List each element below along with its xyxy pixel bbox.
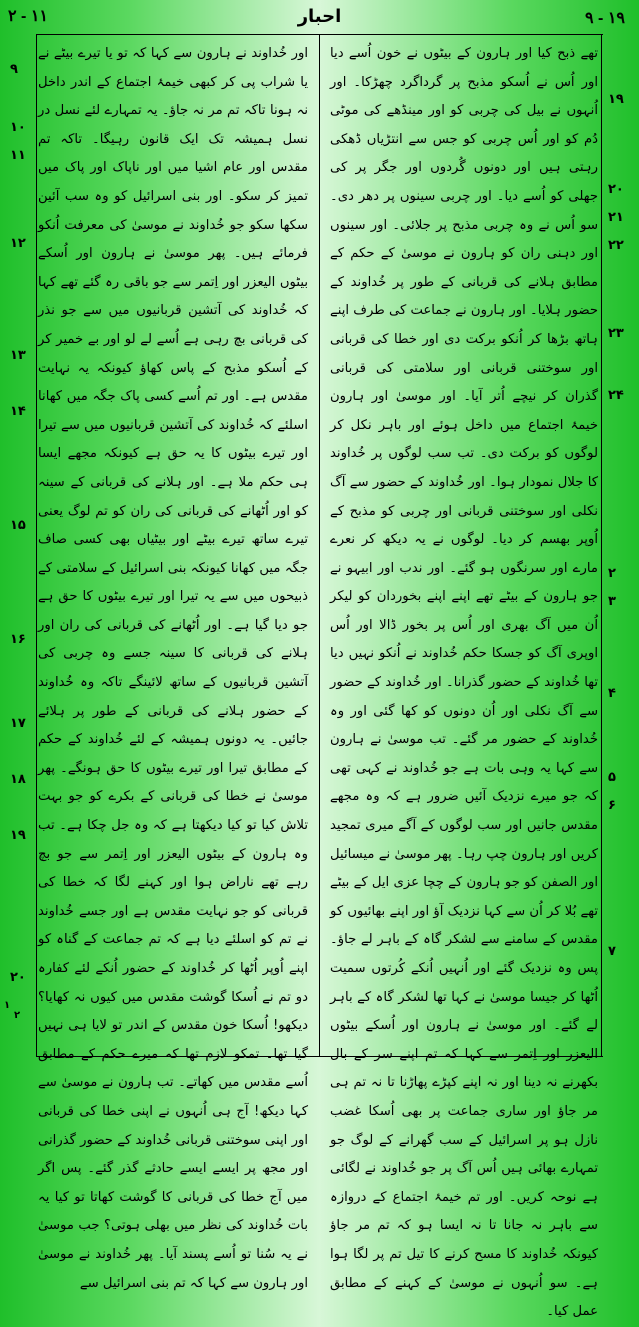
verse-number: ۱۹ bbox=[608, 92, 624, 107]
verse-number: ۱۸ bbox=[10, 772, 26, 787]
left-outer-rule bbox=[36, 34, 37, 1056]
verse-number: ۱۲ bbox=[10, 236, 26, 251]
verse-number: ۷ bbox=[608, 944, 616, 959]
footnote-mark: ۲ bbox=[14, 1010, 21, 1021]
verse-number: ۲۲ bbox=[608, 238, 624, 253]
verse-number: ۱۰ bbox=[10, 120, 26, 135]
right-outer-rule bbox=[601, 34, 602, 1056]
verse-number: ۳ bbox=[608, 594, 616, 609]
chapter-verse-range-left: ۲ - ۱۱ bbox=[8, 8, 48, 25]
book-title: احبار bbox=[297, 6, 342, 27]
verse-number: ۲۴ bbox=[608, 388, 624, 403]
column-divider bbox=[319, 34, 320, 1056]
verse-number: ۱۹ bbox=[10, 828, 26, 843]
verse-number: ۱۱ bbox=[10, 148, 26, 163]
left-text-column: اور خُداوند نے ہارون سے کہا کہ تو یا تیرے بیٹے نے یا شراب پی کر کبھی خیمۂ اجتماع کے اندر داخل نہ ہونا تاکہ تم مر نہ جاؤ۔ یہ تمہارے لئے نسل در نسل ہمیشہ تک ایک قانون رہیگا۔ تاکہ تم مقدس اور عام اشیا میں اور ناپاک اور پاک میں تمیز کر سکو۔ اور بنی اسرائیل کو وہ سب آئین سکھا سکو جو خُداوند نے موسیٰ کی معرفت اُنکو فرمائے ہیں۔ پھر موسیٰ نے ہارون اور اُسکے بیٹوں الیعزر اور اِتمر سے جو باقی رہ گئے تھے کہا کہ خُداوند کی آتشین قربانیوں میں سے جو نذر کی قربانی بچ رہی ہے اُسے لے لو اور بے خمیر کر کے اُسکو مذبح کے پاس کھاؤ کیونکہ یہ نہایت مقدس ہے۔ اور تم اُسے کسی پاک جگہ میں کھانا اسلئے کہ خُداوند کی آتشین قربانیوں میں سے تیرا اور تیرے بیٹوں کا یہ حق ہے کیونکہ مجھے ایسا ہی حکم ملا ہے۔ اور ہلانے کی قربانی کے سینہ کو اور اُٹھانے کی قربانی کی ران کو تم لوگ یعنی تیرے ساتھ تیرے بیٹے اور بیٹیاں بھی کسی صاف جگہ میں کھانا کیونکہ بنی اسرائیل کے سلامتی کے ذبیحوں میں سے یہ تیرا اور تیرے بیٹوں کا حق ہے جو دیا گیا ہے۔ اور اُٹھانے کی قربانی کی ران اور ہلانے کی قربانی کا سینہ جسے وہ چربی کی آتشین قربانیوں کے ساتھ لائینگے تاکہ وہ خُداوند کے حضور ہلانے کی قربانی کے طور پر ہلائے جائیں۔ یہ دونوں ہمیشہ کے لئے خُداوند کے حکم کے مطابق تیرا اور تیرے بیٹوں کا حق ہونگے۔ پھر موسیٰ نے خطا کی قربانی کے بکرے کو جو بہت تلاش کیا تو کیا دیکھتا ہے کہ وہ جل چکا ہے۔ تب وہ ہارون کے بیٹوں الیعزر اور اِتمر سے جو بچ رہے تھے ناراض ہوا اور کہنے لگا کہ خطا کی قربانی کو جو نہایت مقدس ہے اور جسے خُداوند نے تم کو اسلئے دیا ہے کہ تم جماعت کے گناہ کو اپنے اُوپر اُٹھا کر خُداوند کے حضور اُنکے لئے کفارہ دو تم نے اُسکا گوشت مقدس میں کیوں نہ کھایا؟ دیکھو! اُسکا خون مقدس کے اندر تو لایا ہی نہیں گیا تھا۔ تمکو لازم تھا کہ میرے حکم کے مطابق اُسے مقدس میں کھاتے۔ تب ہارون نے موسیٰ سے کہا دیکھ! آج ہی اُنہوں نے اپنی خطا کی قربانی اور اپنی سوختنی قربانی خُداوند کے حضور گذرانی اور مجھ پر ایسے ایسے حادثے گذر گئے۔ پس اگر میں آج خطا کی قربانی کا گوشت کھاتا تو کیا یہ بات خُداوند کی نظر میں بھلی ہوتی؟ جب موسیٰ نے یہ سُنا تو اُسے پسند آیا۔ پھر خُداوند نے موسیٰ اور ہارون سے کہا کہ تم بنی اسرائیل سے bbox=[38, 46, 308, 1291]
page-header bbox=[0, 0, 639, 34]
verse-number: ۱۴ bbox=[10, 404, 26, 419]
verse-number: ۹ bbox=[10, 62, 18, 77]
verse-number: ۲۰ bbox=[608, 182, 624, 197]
verse-number: ۴ bbox=[608, 686, 616, 701]
verse-number: ۲ bbox=[608, 566, 616, 581]
verse-number: ۶ bbox=[608, 798, 616, 813]
verse-number: ۲۳ bbox=[608, 326, 624, 341]
right-text-column: تھے ذبح کیا اور ہارون کے بیٹوں نے خون اُسے دیا اور اُس نے اُسکو مذبح پر گرداگرد چھڑکا۔ اور اُنہوں نے بیل کی چربی کو اور مینڈھے کی موٹی دُم کو اور اُس چربی کو جس سے انتڑیاں ڈھکی رہتی ہیں اور دونوں گُردوں اور جگر پر کی جھلی کو اُسے دیا۔ اور چربی سینوں پر دھر دی۔ سو اُس نے وہ چربی مذبح پر جلائی۔ اور سینوں اور دہنی ران کو ہارون نے موسیٰ کے حکم کے مطابق ہلانے کی قربانی کے طور پر خُداوند کے حضور ہلایا۔ اور ہارون نے جماعت کی طرف اپنے ہاتھ بڑھا کر اُنکو برکت دی اور خطا کی قربانی اور سوختنی قربانی اور سلامتی کی قربانی گذران کر نیچے اُتر آیا۔ اور موسیٰ اور ہارون خیمۂ اجتماع میں داخل ہوئے اور باہر نکل کر لوگوں کو برکت دی۔ تب سب لوگوں پر خُداوند کا جلال نمودار ہوا۔ اور خُداوند کے حضور سے آگ نکلی اور سوختنی قربانی اور چربی کو مذبح کے اُوپر بھسم کر دیا۔ لوگوں نے یہ دیکھ کر نعرے مارے اور سرنگوں ہو گئے۔ اور ندب اور ابیہو نے جو ہارون کے بیٹے تھے اپنے اپنے بخوردان کو لیکر اُن میں آگ بھری اور اُس پر بخور ڈالا اور اُس اوپری آگ کو جسکا حکم خُداوند نے اُنکو نہیں دیا تھا خُداوند کے حضور گذرانا۔ اور خُداوند کے حضور سے آگ نکلی اور اُن دونوں کو کھا گئی اور وہ خُداوند کے حضور مر گئے۔ تب موسیٰ نے ہارون سے کہا یہ وہی بات ہے جو خُداوند نے کہی تھی کہ جو میرے نزدیک آئیں ضرور ہے کہ وہ مجھے مقدس جانیں اور سب لوگوں کے آگے میری تمجید کریں اور ہارون چپ رہا۔ پھر موسیٰ نے میسائیل اور الصفن کو جو ہارون کے چچا عزی ایل کے بیٹے تھے بُلا کر اُن سے کہا نزدیک آؤ اور اپنے بھائیوں کو مقدس کے سامنے سے لشکر گاہ کے باہر لے جاؤ۔ پس وہ نزدیک گئے اور اُنہیں اُنکے کُرتوں سمیت اُٹھا کر جیسا موسیٰ نے کہا تھا لشکر گاہ کے باہر لے گئے۔ اور موسیٰ نے ہارون اور اُسکے بیٹوں الیعزر اور اِتمر سے کہا کہ تم اپنے سر کے بال بکھرنے نہ دینا اور نہ اپنے کپڑے پھاڑنا تا نہ تم ہی مر جاؤ اور ساری جماعت پر بھی اُسکا غضب نازل ہو پر اسرائیل کے سب گھرانے کے لوگ جو تمہارے بھائی ہیں اُس آگ پر جو خُداوند نے لگائی ہے نوحہ کریں۔ اور تم خیمۂ اجتماع کے دروازہ سے باہر نہ جانا تا نہ ایسا ہو کہ تم مر جاؤ کیونکہ خُداوند کا مسح کرنے کا تیل تم پر لگا ہوا ہے۔ سو اُنہوں نے موسیٰ کے کہنے کے مطابق عمل کیا۔ bbox=[330, 46, 598, 1320]
chapter-verse-range-right: ۹ - ۱۹ bbox=[585, 10, 625, 27]
verse-number: ۲۱ bbox=[608, 210, 624, 225]
footnote-mark: ۱ bbox=[4, 1000, 11, 1011]
verse-number: ۱۶ bbox=[10, 632, 26, 647]
verse-number: ۱۵ bbox=[10, 518, 26, 533]
verse-number: ۱۳ bbox=[10, 348, 26, 363]
verse-number: ۵ bbox=[608, 770, 616, 785]
verse-number: ۲۰ bbox=[10, 970, 26, 985]
verse-number: ۱۷ bbox=[10, 716, 26, 731]
